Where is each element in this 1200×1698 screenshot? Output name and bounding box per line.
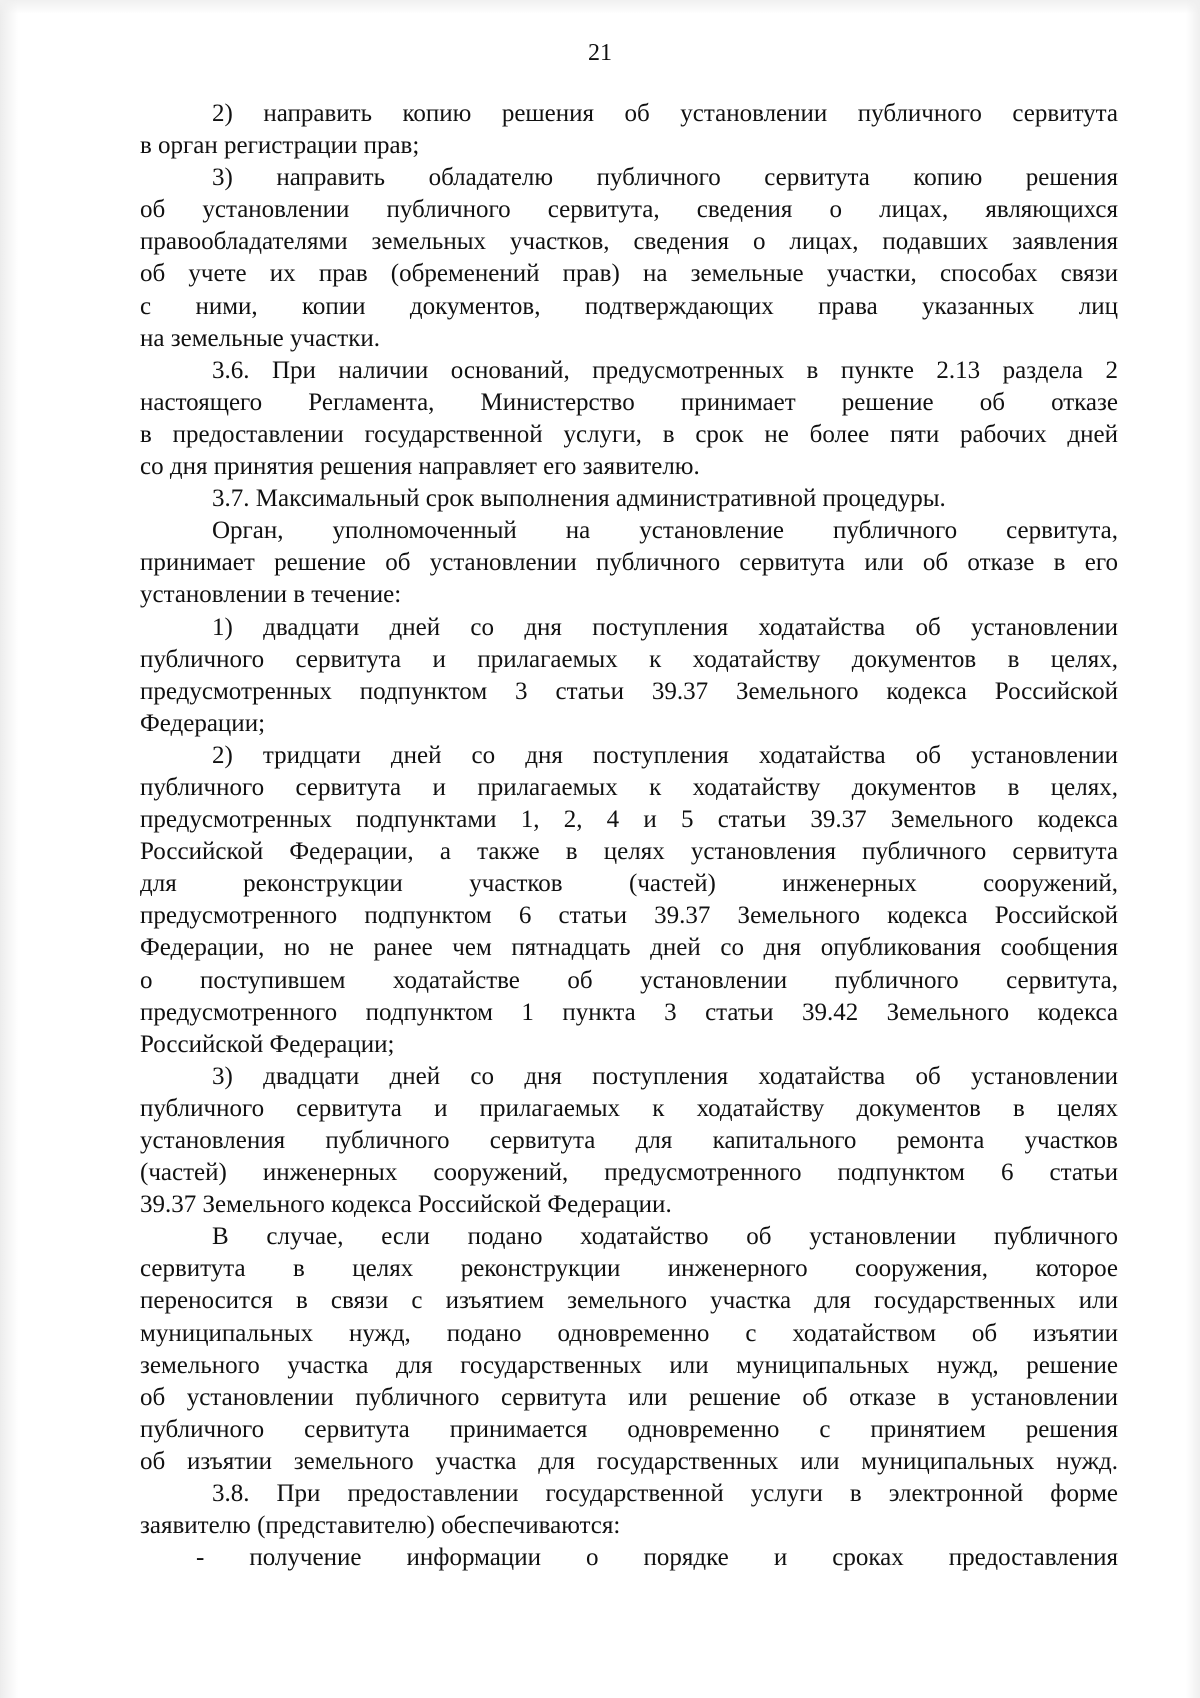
scan-shadow-left [0,0,18,1698]
text-line: Федерации, но не ранее чем пятнадцать дней со дня опубликования сообщения [140,934,1118,962]
text-line: предусмотренных подпунктом 3 статьи 39.37 Земельного кодекса Российской [140,677,1118,705]
text-line: об учете их прав (обременений прав) на земельные участки, способах связи [140,260,1118,288]
text-line: Российской Федерации; [140,1030,395,1058]
text-line: Федерации; [140,709,266,737]
scan-shadow-top [0,0,1200,14]
text-line: предусмотренного подпунктом 6 статьи 39.37 Земельного кодекса Российской [140,902,1118,930]
text-line: об установлении публичного сервитута, сведения о лицах, являющихся [140,196,1118,224]
text-line: муниципальных нужд, подано одновременно с ходатайством об изъятии [140,1319,1118,1347]
text-line: 3) двадцати дней со дня поступления ходатайства об установлении [212,1062,1118,1090]
scan-shadow-right [1186,0,1200,1698]
text-line: публичного сервитута и прилагаемых к ходатайству документов в целях [140,1094,1118,1122]
text-line: 3) направить обладателю публичного сервитута копию решения [212,164,1118,192]
text-line: Российской Федерации, а также в целях установления публичного сервитута [140,838,1118,866]
text-line: предусмотренных подпунктами 1, 2, 4 и 5 статьи 39.37 Земельного кодекса [140,806,1118,834]
text-line: публичного сервитута и прилагаемых к ходатайству документов в целях, [140,773,1118,801]
text-line: заявителю (представителю) обеспечиваются: [140,1512,621,1540]
text-line: с ними, копии документов, подтверждающих права указанных лиц [140,292,1118,320]
text-line: об установлении публичного сервитута или решение об отказе в установлении [140,1383,1118,1411]
document-body [140,98,1118,1574]
text-line: Орган, уполномоченный на установление публичного сервитута, [212,517,1118,545]
text-line: установлении в течение: [140,581,402,609]
text-line: в орган регистрации прав; [140,132,420,160]
text-line: сервитута в целях реконструкции инженерного сооружения, которое [140,1255,1118,1283]
text-line: правообладателями земельных участков, сведения о лицах, подавших заявления [140,228,1118,256]
text-line: публичного сервитута принимается одновременно с принятием решения [140,1415,1118,1443]
text-line: (частей) инженерных сооружений, предусмотренного подпунктом 6 статьи [140,1159,1118,1187]
text-line: установления публичного сервитута для капитального ремонта участков [140,1127,1118,1154]
text-line: переносится в связи с изъятием земельного участка для государственных или [140,1287,1118,1315]
text-line: 1) двадцати дней со дня поступления ходатайства об установлении [212,613,1118,641]
text-line: 2) тридцати дней со дня поступления ходатайства об установлении [212,741,1118,769]
text-line: о поступившем ходатайстве об установлении публичного сервитута, [140,966,1118,994]
text-line: 3.7. Максимальный срок выполнения административной процедуры. [212,485,946,513]
page-number: 21 [588,40,612,66]
text-line: 2) направить копию решения об установлении публичного сервитута [212,100,1118,127]
text-line: в предоставлении государственной услуги, в срок не более пяти рабочих дней [140,420,1118,448]
text-line: принимает решение об установлении публичного сервитута или об отказе в его [140,549,1118,577]
text-line: публичного сервитута и прилагаемых к ходатайству документов в целях, [140,645,1118,673]
text-line: земельного участка для государственных или муниципальных нужд, решение [140,1351,1118,1379]
text-line: об изъятии земельного участка для государственных или муниципальных нужд. [140,1447,1118,1475]
text-line: 3.6. При наличии оснований, предусмотренных в пункте 2.13 раздела 2 [212,356,1118,384]
text-line: для реконструкции участков (частей) инженерных сооружений, [140,870,1118,898]
text-line: В случае, если подано ходатайство об установлении публичного [212,1223,1118,1251]
text-line: со дня принятия решения направляет его заявителю. [140,453,700,481]
text-line: 3.8. При предоставлении государственной услуги в электронной форме [212,1480,1118,1508]
text-line: - получение информации о порядке и сроках предоставления [196,1544,1118,1572]
text-line: на земельные участки. [140,324,380,352]
text-line: предусмотренного подпунктом 1 пункта 3 статьи 39.42 Земельного кодекса [140,998,1118,1026]
text-line: 39.37 Земельного кодекса Российской Федерации. [140,1191,672,1219]
text-line: настоящего Регламента, Министерство принимает решение об отказе [140,388,1118,416]
